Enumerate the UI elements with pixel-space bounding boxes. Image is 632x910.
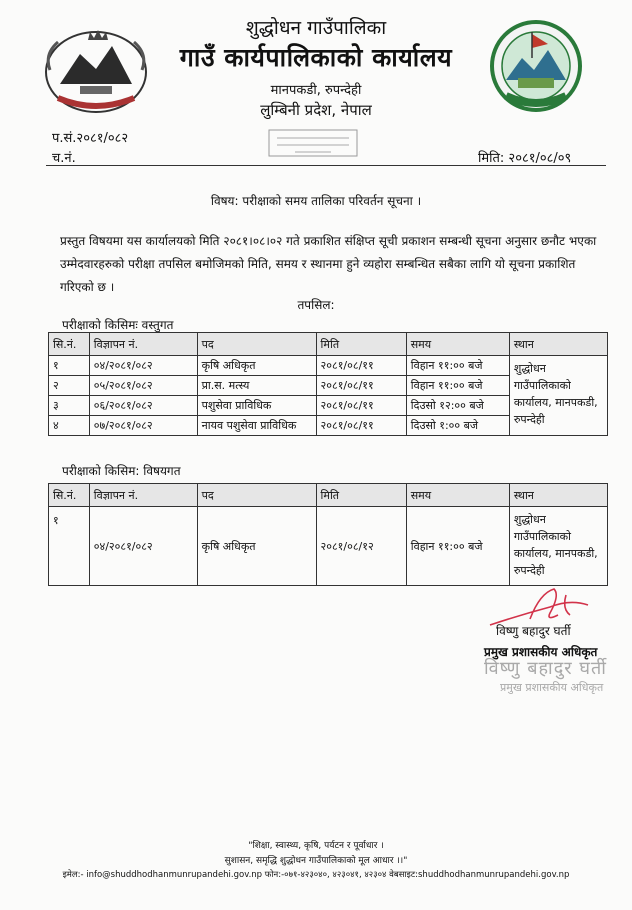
cell-venue: शुद्धोधन गाउँपालिकाको कार्यालय, मानपकडी, रुपन्देही <box>509 507 607 586</box>
col-header-date: मिति <box>316 333 406 356</box>
cell-post: प्रा.स. मत्स्य <box>197 376 316 396</box>
cell-time: दिउसो १२:०० बजे <box>406 396 509 416</box>
col-header-post: पद <box>197 333 316 356</box>
col-header-post: पद <box>197 484 316 507</box>
cell-sn: २ <box>49 376 90 396</box>
table-header-row <box>49 484 608 507</box>
footer-motto-line2: सुशासन, समृद्धि शुद्धोधन गाउँपालिकाको मूल आधार ।।" <box>224 856 408 866</box>
cell-post: कृषि अधिकृत <box>197 507 316 586</box>
cell-advertisement: ०६/२०८१/०८२ <box>89 396 197 416</box>
cell-time: विहान ११:०० बजे <box>406 356 509 376</box>
exam-type-subjective: परीक्षाको किसिम: विषयगत <box>62 464 181 478</box>
notice-date: मिति: २०८१/०८/०९ <box>478 151 572 166</box>
col-header-venue: स्थान <box>509 333 607 356</box>
exam-type-objective: परीक्षाको किसिमः वस्तुगत <box>62 318 174 332</box>
cell-sn: ४ <box>49 416 90 436</box>
details-heading: तपसिल: <box>297 298 335 312</box>
notice-body: प्रस्तुत विषयमा यस कार्यालयको मिति २०८१।०८।०२ गते प्रकाशित संक्षिप्त सूची प्रकाशन सम्बन्धी सूचना अनुसार छनौट भएका उम्मेदवारहरुको परीक्षा तपसिल बमोजिमको मिति, समय र स्थानमा हुने व्यहोरा सम्बन्धित सबैका लागि यो सूचना प्रकाशित गरिएको छ । <box>60 234 597 294</box>
cell-venue: शुद्धोधन गाउँपालिकाको कार्यालय, मानपकडी, रुपन्देही <box>509 356 607 436</box>
cell-sn: १ <box>49 356 90 376</box>
signatory-title: प्रमुख प्रशासकीय अधिकृत <box>484 645 598 659</box>
col-header-time: समय <box>406 484 509 507</box>
cell-date: २०८१/०८/११ <box>316 376 406 396</box>
seal-title: प्रमुख प्रशासकीय अधिकृत <box>500 681 604 694</box>
office-title: गाउँ कार्यपालिकाको कार्यालय <box>179 43 453 72</box>
dispatch-stamp <box>265 128 361 162</box>
cell-date: २०८१/०८/११ <box>316 396 406 416</box>
cell-date: २०८१/०८/१२ <box>316 507 406 586</box>
cell-advertisement: ०७/२०८१/०८२ <box>89 416 197 436</box>
cell-date: २०८१/०८/११ <box>316 356 406 376</box>
col-header-sn: सि.नं. <box>49 333 90 356</box>
signatory-name: विष्णु बहादुर घर्ती <box>496 624 571 638</box>
cell-sn: ३ <box>49 396 90 416</box>
office-address: मानपकडी, रुपन्देही <box>270 83 362 98</box>
objective-exam-table <box>48 332 608 436</box>
reference-number: प.सं.२०८१/०८२ <box>52 131 129 146</box>
notice-subject: विषय: परीक्षाको समय तालिका परिवर्तन सूचना । <box>210 194 422 208</box>
table-header-row <box>49 333 608 356</box>
col-header-date: मिति <box>316 484 406 507</box>
cell-advertisement: ०४/२०८१/०८२ <box>89 507 197 586</box>
col-header-advertisement: विज्ञापन नं. <box>89 333 197 356</box>
municipality-name: शुद्धोधन गाउँपालिका <box>245 17 387 39</box>
col-header-sn: सि.नं. <box>49 484 90 507</box>
cell-time: दिउसो १:०० बजे <box>406 416 509 436</box>
col-header-venue: स्थान <box>509 484 607 507</box>
cell-post: पशुसेवा प्राविधिक <box>197 396 316 416</box>
province-name: लुम्बिनी प्रदेश, नेपाल <box>260 101 372 119</box>
cell-advertisement: ०४/२०८१/०८२ <box>89 356 197 376</box>
table-row <box>49 507 608 586</box>
cell-date: २०८१/०८/११ <box>316 416 406 436</box>
cell-sn: १ <box>49 507 90 586</box>
cell-time: विहान ११:०० बजे <box>406 507 509 586</box>
cell-advertisement: ०५/२०८१/०८२ <box>89 376 197 396</box>
dispatch-number: च.नं. <box>52 151 76 166</box>
cell-post: नायव पशुसेवा प्राविधिक <box>197 416 316 436</box>
cell-time: विहान ११:०० बजे <box>406 376 509 396</box>
subjective-exam-table <box>48 483 608 586</box>
stamp-icon <box>265 128 361 158</box>
col-header-advertisement: विज्ञापन नं. <box>89 484 197 507</box>
footer-contact: इमेल:- info@shuddhodhanmunrupandehi.gov.np फोन:-०७१-४२३०४०, ४२३०४१, ४२३०४ वेबसाइट:shuddhodhanmunrupandehi.gov.np <box>62 870 570 880</box>
table-row <box>49 356 608 376</box>
header-divider <box>46 165 606 166</box>
seal-name: विष्णु बहादुर घर्ती <box>484 658 607 679</box>
footer-motto-line1: "शिक्षा, स्वास्थ्य, कृषि, पर्यटन र पूर्वाधार । <box>248 841 384 851</box>
cell-post: कृषि अधिकृत <box>197 356 316 376</box>
col-header-time: समय <box>406 333 509 356</box>
